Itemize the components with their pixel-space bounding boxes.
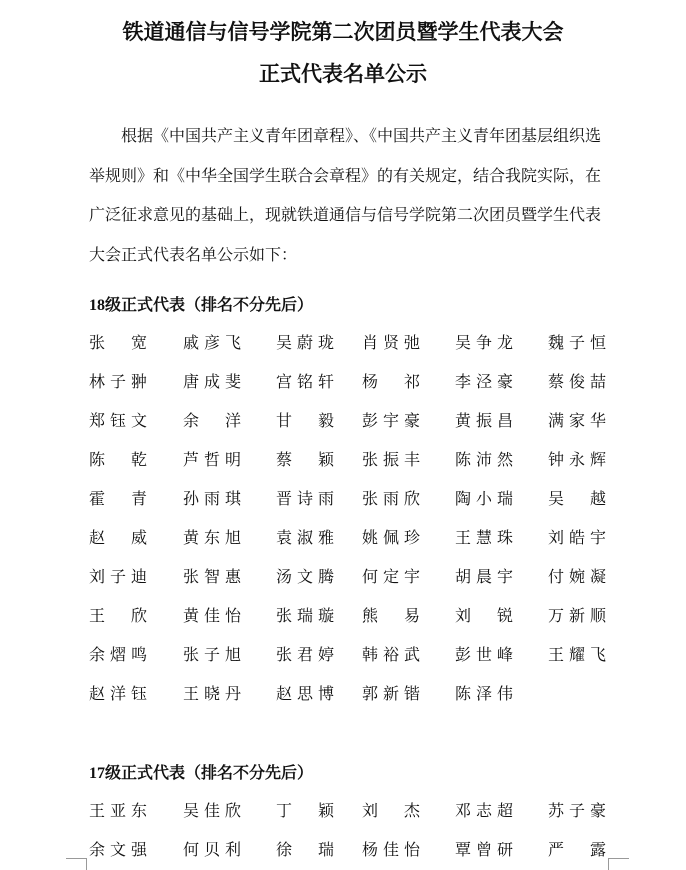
representative-name: 王欣: [89, 606, 147, 625]
representative-name: 余文强: [89, 840, 147, 859]
representative-name: 姚佩珍: [362, 528, 420, 547]
representative-name: 张振丰: [362, 450, 420, 469]
representative-name: 赵思博: [276, 684, 334, 703]
intro-paragraph: 根据《中国共产主义青年团章程》、《中国共产主义青年团基层组织选举规则》和《中华全国学生联合会章程》的有关规定，结合我院实际，在广泛征求意见的基础上，现就铁道通信与信号学院第二次团员暨学生代表大会正式代表名单公示如下：: [89, 126, 602, 264]
representative-name: 陈沛然: [455, 450, 513, 469]
page-corner-mark-left: [66, 858, 87, 870]
representative-name: 苏子豪: [548, 801, 606, 820]
representative-name: 李泾豪: [455, 372, 513, 391]
representative-name: 吴佳欣: [183, 801, 241, 820]
representative-name: 万新顺: [548, 606, 606, 625]
representative-name: 彭世峰: [455, 645, 513, 664]
page-corner-mark-right: [608, 858, 629, 870]
representative-name: 覃曾研: [455, 840, 513, 859]
representative-name: 丁颖: [276, 801, 334, 820]
representative-name: 余熠鸣: [89, 645, 147, 664]
section-heading-18: 18级正式代表（排名不分先后）: [89, 297, 314, 314]
representative-name: 张雨欣: [362, 489, 420, 508]
representative-name: 彭宇豪: [362, 411, 420, 430]
representative-name: 陶小瑞: [455, 489, 513, 508]
section-heading-17: 17级正式代表（排名不分先后）: [89, 765, 314, 782]
representative-name: 戚彦飞: [183, 333, 241, 352]
name-list-18: [89, 332, 608, 705]
representative-name: 张子旭: [183, 645, 241, 664]
representative-name: 黄振昌: [455, 411, 513, 430]
representative-name: 韩裕武: [362, 645, 420, 664]
representative-name: 钟永辉: [548, 450, 606, 469]
representative-name: 郭新锴: [362, 684, 420, 703]
representative-name: 王慧珠: [455, 528, 513, 547]
representative-name: 付婉凝: [548, 567, 606, 586]
representative-name: 杨佳怡: [362, 840, 420, 859]
representative-name: 晋诗雨: [276, 489, 334, 508]
representative-name: 吴争龙: [455, 333, 513, 352]
representative-name: 张智惠: [183, 567, 241, 586]
representative-name: 何贝利: [183, 840, 241, 859]
representative-name: 芦哲明: [183, 450, 241, 469]
representative-name: 蔡颖: [276, 450, 334, 469]
representative-name: 刘杰: [362, 801, 420, 820]
representative-name: 胡晨宇: [455, 567, 513, 586]
representative-name: 陈泽伟: [455, 684, 513, 703]
representative-name: 张君婷: [276, 645, 334, 664]
representative-name: 宫铭轩: [276, 372, 334, 391]
representative-name: 魏子恒: [548, 333, 606, 352]
representative-name: 赵洋钰: [89, 684, 147, 703]
representative-name: 林子翀: [89, 372, 147, 391]
representative-name: 霍青: [89, 489, 147, 508]
representative-name: 邓志超: [455, 801, 513, 820]
representative-name: 孙雨琪: [183, 489, 241, 508]
representative-name: 赵威: [89, 528, 147, 547]
representative-name: 汤文腾: [276, 567, 334, 586]
representative-name: 刘锐: [455, 606, 513, 625]
representative-name: 徐瑞: [276, 840, 334, 859]
representative-name: 张宽: [89, 333, 147, 352]
representative-name: 张瑞璇: [276, 606, 334, 625]
name-list-17: [89, 800, 608, 861]
representative-name: 满家华: [548, 411, 606, 430]
document-subtitle: 正式代表名单公示: [259, 62, 427, 86]
representative-name: 黄东旭: [183, 528, 241, 547]
representative-name: 杨祁: [362, 372, 420, 391]
representative-name: 吴蔚珑: [276, 333, 334, 352]
representative-name: 刘皓宇: [548, 528, 606, 547]
representative-name: 刘子迪: [89, 567, 147, 586]
representative-name: 严露: [548, 840, 606, 859]
representative-name: 王晓丹: [183, 684, 241, 703]
representative-name: 唐成斐: [183, 372, 241, 391]
representative-name: 甘毅: [276, 411, 334, 430]
representative-name: 何定宇: [362, 567, 420, 586]
representative-name: 袁淑雅: [276, 528, 334, 547]
document-title: 铁道通信与信号学院第二次团员暨学生代表大会: [122, 20, 564, 44]
representative-name: 黄佳怡: [183, 606, 241, 625]
representative-name: 王耀飞: [548, 645, 606, 664]
representative-name: 郑钰文: [89, 411, 147, 430]
representative-name: 陈乾: [89, 450, 147, 469]
representative-name: 王亚东: [89, 801, 147, 820]
representative-name: 吴越: [548, 489, 606, 508]
representative-name: 肖贤弛: [362, 333, 420, 352]
representative-name: 蔡俊喆: [548, 372, 606, 391]
representative-name: 余洋: [183, 411, 241, 430]
representative-name: 熊易: [362, 606, 420, 625]
